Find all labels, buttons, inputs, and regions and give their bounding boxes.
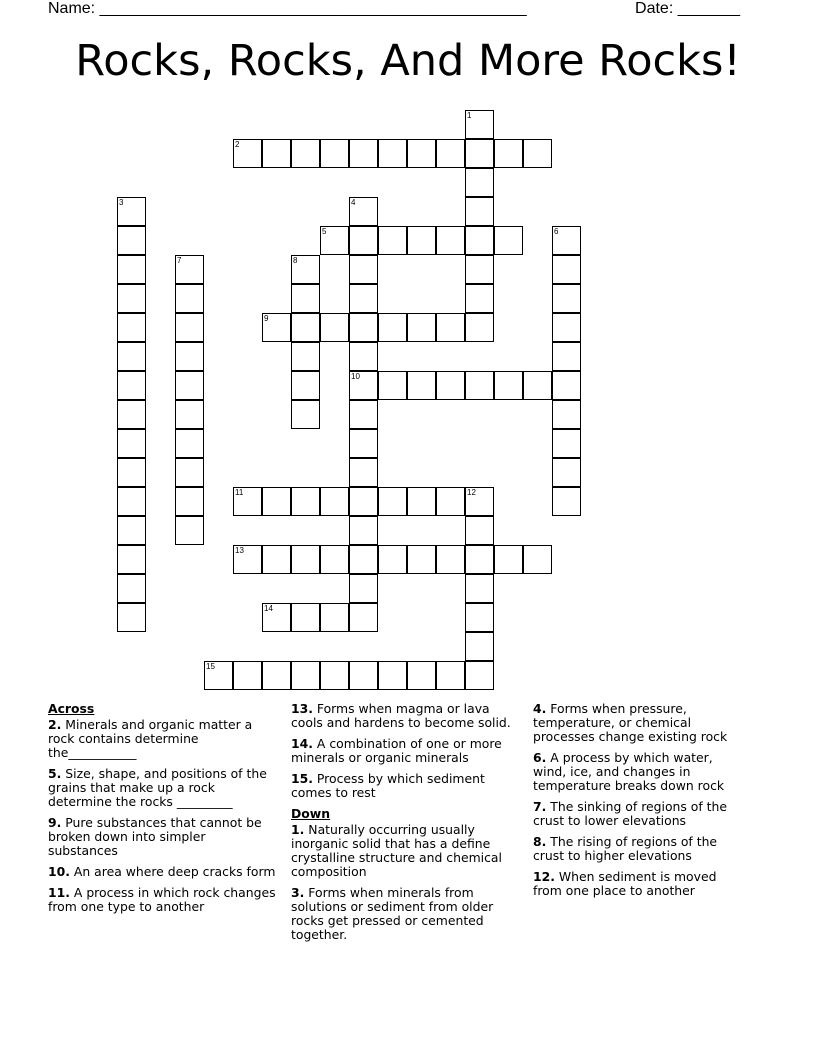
clue-number: 12: [467, 488, 476, 497]
grid-cell[interactable]: [233, 661, 262, 690]
grid-cell[interactable]: [117, 458, 146, 487]
grid-cell[interactable]: [349, 284, 378, 313]
grid-cell[interactable]: [436, 545, 465, 574]
grid-cell[interactable]: [262, 487, 291, 516]
clue-number: 5: [322, 227, 327, 236]
grid-cell[interactable]: [552, 313, 581, 342]
grid-cell[interactable]: [117, 487, 146, 516]
grid-cell[interactable]: [175, 516, 204, 545]
grid-cell[interactable]: [465, 661, 494, 690]
grid-cell[interactable]: [465, 284, 494, 313]
grid-cell[interactable]: [552, 284, 581, 313]
clue-number: 9: [264, 314, 269, 323]
grid-cell[interactable]: [291, 487, 320, 516]
grid-cell[interactable]: [117, 313, 146, 342]
grid-cell[interactable]: [349, 516, 378, 545]
grid-cell[interactable]: [552, 255, 581, 284]
grid-cell[interactable]: [175, 487, 204, 516]
grid-cell[interactable]: [436, 313, 465, 342]
grid-cell[interactable]: [465, 313, 494, 342]
grid-cell[interactable]: [552, 487, 581, 516]
grid-cell[interactable]: [117, 574, 146, 603]
grid-cell[interactable]: [378, 139, 407, 168]
grid-cell[interactable]: [349, 574, 378, 603]
clue-across-15: 15. Process by which sediment comes to rest: [291, 771, 485, 800]
grid-cell[interactable]: [175, 284, 204, 313]
grid-cell[interactable]: [349, 313, 378, 342]
grid-cell[interactable]: [407, 371, 436, 400]
grid-cell[interactable]: [117, 400, 146, 429]
clue-down-7: 7. The sinking of regions of the crust to lower elevations: [533, 799, 727, 828]
grid-cell[interactable]: [117, 342, 146, 371]
grid-cell[interactable]: [494, 371, 523, 400]
grid-cell[interactable]: [117, 545, 146, 574]
grid-cell[interactable]: [291, 284, 320, 313]
grid-cell[interactable]: [465, 226, 494, 255]
grid-cell[interactable]: [465, 197, 494, 226]
grid-cell[interactable]: [291, 139, 320, 168]
grid-cell[interactable]: [465, 516, 494, 545]
grid-cell[interactable]: [291, 371, 320, 400]
grid-cell[interactable]: [349, 603, 378, 632]
grid-cell[interactable]: [465, 574, 494, 603]
grid-cell[interactable]: [349, 139, 378, 168]
grid-cell[interactable]: [117, 255, 146, 284]
grid-cell[interactable]: [320, 313, 349, 342]
grid-cell[interactable]: [320, 545, 349, 574]
grid-cell[interactable]: [407, 487, 436, 516]
clue-number: 14: [264, 604, 273, 613]
grid-cell[interactable]: [349, 487, 378, 516]
grid-cell[interactable]: [175, 429, 204, 458]
grid-cell[interactable]: [291, 545, 320, 574]
clue-down-6: 6. A process by which water, wind, ice, and changes in temperature breaks down rock: [533, 750, 725, 793]
name-field[interactable]: Name: ________________________________________________: [48, 0, 527, 17]
grid-cell[interactable]: [291, 603, 320, 632]
grid-cell[interactable]: [436, 661, 465, 690]
down-heading: Down: [291, 806, 331, 821]
grid-cell[interactable]: [349, 226, 378, 255]
clue-across-5: 5. Size, shape, and positions of the grains that make up a rock determine the rocks _________: [48, 766, 267, 809]
grid-cell[interactable]: [436, 226, 465, 255]
clue-across-10: 10. An area where deep cracks form: [48, 864, 276, 879]
grid-cell[interactable]: [552, 429, 581, 458]
grid-cell[interactable]: [378, 371, 407, 400]
grid-cell[interactable]: [523, 371, 552, 400]
grid-cell[interactable]: [378, 226, 407, 255]
grid-cell[interactable]: [349, 255, 378, 284]
clue-number: 15: [206, 662, 215, 671]
clue-across-11: 11. A process in which rock changes from one type to another: [48, 885, 276, 914]
grid-cell[interactable]: [494, 545, 523, 574]
grid-cell[interactable]: [320, 603, 349, 632]
grid-cell[interactable]: [349, 458, 378, 487]
clue-number: 4: [351, 198, 356, 207]
clue-number: 3: [119, 198, 124, 207]
grid-cell[interactable]: [465, 139, 494, 168]
grid-cell[interactable]: [407, 661, 436, 690]
grid-cell[interactable]: [349, 545, 378, 574]
grid-cell[interactable]: [117, 516, 146, 545]
grid-cell[interactable]: [349, 661, 378, 690]
grid-cell[interactable]: [436, 371, 465, 400]
clues-column-3: [533, 702, 747, 905]
grid-cell[interactable]: [436, 487, 465, 516]
grid-cell[interactable]: [175, 371, 204, 400]
grid-cell[interactable]: [465, 371, 494, 400]
grid-cell[interactable]: [378, 661, 407, 690]
grid-cell[interactable]: [465, 255, 494, 284]
grid-cell[interactable]: [465, 168, 494, 197]
grid-cell[interactable]: [291, 661, 320, 690]
page-title: Rocks, Rocks, And More Rocks!: [75, 36, 741, 86]
grid-cell[interactable]: [349, 342, 378, 371]
grid-cell[interactable]: [320, 487, 349, 516]
grid-cell[interactable]: [262, 661, 291, 690]
grid-cell[interactable]: [378, 545, 407, 574]
clue-across-13: 13. Forms when magma or lava cools and hardens to become solid.: [291, 701, 511, 730]
grid-cell[interactable]: [262, 545, 291, 574]
grid-cell[interactable]: [320, 661, 349, 690]
grid-cell[interactable]: [407, 139, 436, 168]
grid-cell[interactable]: [523, 139, 552, 168]
grid-cell[interactable]: [262, 139, 291, 168]
clues-column-1: [48, 702, 276, 921]
clue-across-2: 2. Minerals and organic matter a rock contains determine the___________: [48, 717, 253, 760]
clue-across-14: 14. A combination of one or more minerals or organic minerals: [291, 736, 502, 765]
clue-number: 13: [235, 546, 244, 555]
date-field[interactable]: Date: _______: [635, 0, 740, 17]
grid-cell[interactable]: [407, 226, 436, 255]
grid-cell[interactable]: [349, 400, 378, 429]
clue-down-4: 4. Forms when pressure, temperature, or chemical processes change existing rock: [533, 701, 728, 744]
grid-cell[interactable]: [175, 458, 204, 487]
grid-cell[interactable]: [407, 545, 436, 574]
grid-cell[interactable]: [378, 487, 407, 516]
grid-cell[interactable]: [494, 226, 523, 255]
grid-cell[interactable]: [175, 342, 204, 371]
clue-number: 1: [467, 111, 472, 120]
grid-cell[interactable]: [291, 342, 320, 371]
clue-down-8: 8. The rising of regions of the crust to higher elevations: [533, 834, 718, 863]
grid-cell[interactable]: [117, 371, 146, 400]
grid-cell[interactable]: [552, 371, 581, 400]
clue-number: 10: [351, 372, 360, 381]
grid-cell[interactable]: [552, 400, 581, 429]
across-heading: Across: [48, 701, 95, 716]
grid-cell[interactable]: [407, 313, 436, 342]
clue-number: 7: [177, 256, 182, 265]
clue-down-1: 1. Naturally occurring usually inorganic solid that has a define crystalline structure and chemical composition: [291, 822, 502, 879]
clue-number: 6: [554, 227, 559, 236]
grid-cell[interactable]: [291, 313, 320, 342]
clue-number: 11: [235, 488, 244, 497]
grid-cell[interactable]: [349, 429, 378, 458]
clue-down-3: 3. Forms when minerals from solutions or sediment from older rocks get pressed or cemented together.: [291, 885, 494, 942]
grid-cell[interactable]: [117, 284, 146, 313]
grid-cell[interactable]: [175, 313, 204, 342]
grid-cell[interactable]: [117, 226, 146, 255]
grid-cell[interactable]: [552, 458, 581, 487]
grid-cell[interactable]: [117, 603, 146, 632]
clue-number: 2: [235, 140, 240, 149]
grid-cell[interactable]: [291, 400, 320, 429]
grid-cell[interactable]: [465, 603, 494, 632]
grid-cell[interactable]: [175, 400, 204, 429]
grid-cell[interactable]: [436, 139, 465, 168]
clue-across-9: 9. Pure substances that cannot be broken down into simpler substances: [48, 815, 262, 858]
grid-cell[interactable]: [523, 545, 552, 574]
grid-cell[interactable]: [378, 313, 407, 342]
clue-down-12: 12. When sediment is moved from one place to another: [533, 869, 717, 898]
grid-cell[interactable]: [117, 429, 146, 458]
grid-cell[interactable]: [494, 139, 523, 168]
grid-cell[interactable]: [320, 139, 349, 168]
grid-cell[interactable]: [552, 342, 581, 371]
clue-number: 8: [293, 256, 298, 265]
clues-column-2: [291, 702, 523, 949]
grid-cell[interactable]: [465, 632, 494, 661]
grid-cell[interactable]: [465, 545, 494, 574]
